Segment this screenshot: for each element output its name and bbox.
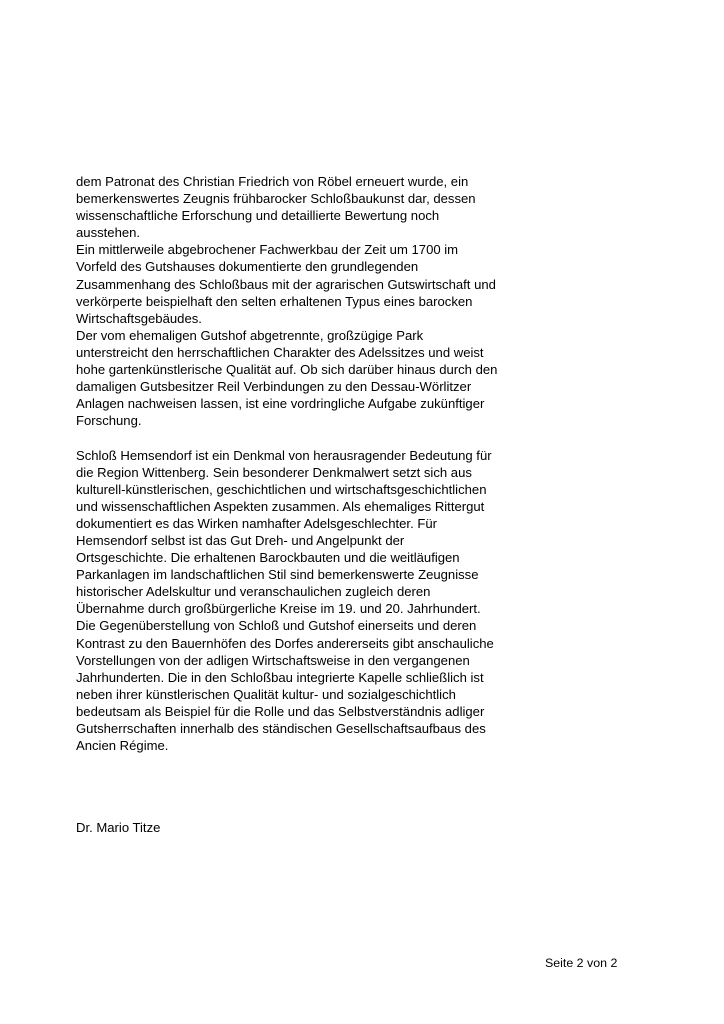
text-line: Vorstellungen von der adligen Wirtschaftsweise in den vergangenen	[76, 652, 470, 668]
text-line: Kontrast zu den Bauernhöfen des Dorfes andererseits gibt anschauliche	[76, 635, 494, 651]
paragraph	[76, 241, 546, 326]
text-line: bemerkenswertes Zeugnis frühbarocker Schloßbaukunst dar, dessen	[76, 191, 476, 207]
text-line: Die Gegenüberstellung von Schloß und Gutshof einerseits und deren	[76, 618, 477, 634]
paragraph-gap	[76, 429, 546, 446]
text-line: unterstreicht den herrschaftlichen Charakter des Adelssitzes und weist	[76, 344, 484, 360]
text-line: Parkanlagen im landschaftlichen Stil sind bemerkenswerte Zeugnisse	[76, 567, 479, 583]
paragraph	[76, 173, 546, 241]
paragraph	[76, 617, 546, 754]
text-line: dokumentiert es das Wirken namhafter Adelsgeschlechter. Für	[76, 515, 437, 531]
text-line: Forschung.	[76, 413, 142, 429]
text-line: kulturell-künstlerischen, geschichtlichen und wirtschaftsgeschichtlichen	[76, 481, 487, 497]
paragraph	[76, 327, 546, 430]
text-line: wissenschaftliche Erforschung und detaillierte Bewertung noch	[76, 208, 440, 224]
text-line: Hemsendorf selbst ist das Gut Dreh- und Angelpunkt der	[76, 532, 405, 548]
text-line: Ancien Régime.	[76, 738, 169, 754]
text-line: Jahrhunderten. Die in den Schloßbau integrierte Kapelle schließlich ist	[76, 669, 484, 685]
body-text	[76, 173, 546, 754]
text-line: Ein mittlerweile abgebrochener Fachwerkbau der Zeit um 1700 im	[76, 242, 459, 258]
text-line: Anlagen nachweisen lassen, ist eine vordringliche Aufgabe zukünftiger	[76, 396, 485, 412]
text-line: Gutsherrschaften innerhalb des ständischen Gesellschaftsaufbaus des	[76, 721, 486, 736]
text-line: Schloß Hemsendorf ist ein Denkmal von herausragender Bedeutung für	[76, 447, 492, 463]
text-line: Vorfeld des Gutshauses dokumentierte den grundlegenden	[76, 259, 419, 275]
text-line: Der vom ehemaligen Gutshof abgetrennte, großzügige Park	[76, 327, 424, 343]
author-signature: Dr. Mario Titze	[76, 820, 161, 835]
text-line: und wissenschaftlichen Aspekten zusammen. Als ehemaliges Rittergut	[76, 498, 485, 514]
text-line: bedeutsam als Beispiel für die Rolle und das Selbstverständnis adliger	[76, 703, 485, 719]
text-line: verkörperte beispielhaft den selten erhaltenen Typus eines barocken	[76, 293, 473, 309]
paragraph	[76, 447, 546, 618]
text-line: die Region Wittenberg. Sein besonderer Denkmalwert setzt sich aus	[76, 464, 472, 480]
text-line: historischer Adelskultur und veranschaulichen zugleich deren	[76, 584, 431, 600]
page-number-footer: Seite 2 von 2	[545, 956, 618, 970]
text-line: hohe gartenkünstlerische Qualität auf. Ob sich darüber hinaus durch den	[76, 362, 498, 378]
text-line: neben ihrer künstlerischen Qualität kultur- und sozialgeschichtlich	[76, 686, 456, 702]
text-line: Wirtschaftsgebäudes.	[76, 310, 202, 326]
text-line: Übernahme durch großbürgerliche Kreise im 19. und 20. Jahrhundert.	[76, 601, 481, 617]
text-line: damaligen Gutsbesitzer Reil Verbindungen zu den Dessau-Wörlitzer	[76, 379, 472, 395]
text-line: dem Patronat des Christian Friedrich von Röbel erneuert wurde, ein	[76, 174, 469, 189]
text-line: ausstehen.	[76, 225, 141, 241]
text-line: Ortsgeschichte. Die erhaltenen Barockbauten und die weitläufigen	[76, 550, 460, 566]
text-line: Zusammenhang des Schloßbaus mit der agrarischen Gutswirtschaft und	[76, 276, 496, 292]
